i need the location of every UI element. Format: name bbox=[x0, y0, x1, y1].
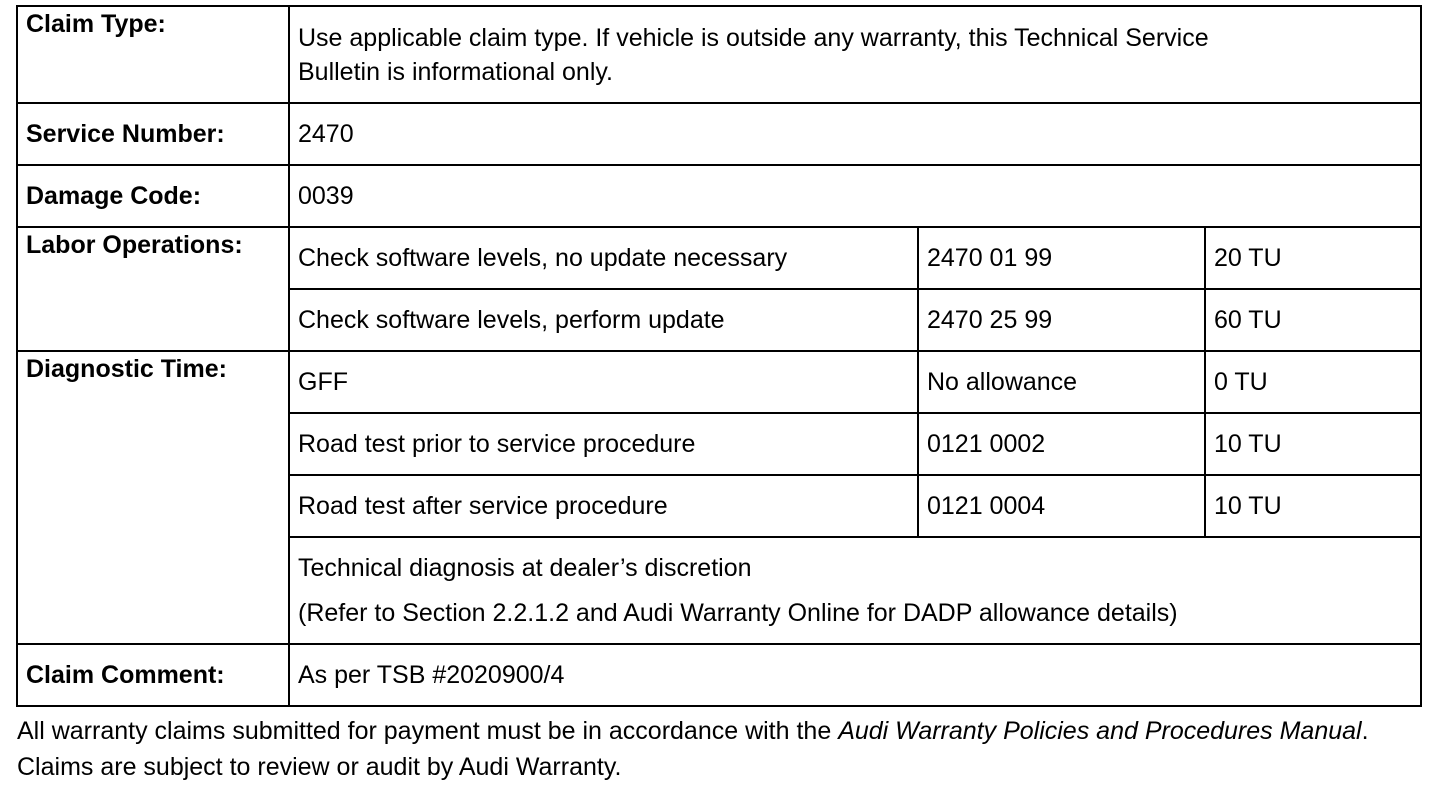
technical-diagnosis-line1: Technical diagnosis at dealer’s discretion bbox=[298, 554, 752, 582]
labor-operation-code: 2470 25 99 bbox=[918, 289, 1205, 351]
diagnostic-time-value: 10 TU bbox=[1205, 413, 1421, 475]
damage-code-value: 0039 bbox=[289, 165, 1421, 227]
claim-type-row bbox=[17, 6, 1421, 103]
service-number-label: Service Number: bbox=[17, 103, 289, 165]
warranty-claim-table bbox=[16, 5, 1422, 707]
labor-operation-description: Check software levels, perform update bbox=[289, 289, 918, 351]
diagnostic-time-value: 0 TU bbox=[1205, 351, 1421, 413]
labor-operation-row bbox=[17, 227, 1421, 289]
warranty-footer-note bbox=[17, 713, 1427, 785]
diagnostic-time-row bbox=[17, 351, 1421, 413]
footer-text-after: . Claims are subject to review or audit by Audi Warranty. bbox=[17, 717, 1369, 781]
claim-type-value-line1: Use applicable claim type. If vehicle is outside any warranty, this Technical Service bbox=[298, 23, 1209, 52]
labor-operation-time: 20 TU bbox=[1205, 227, 1421, 289]
labor-operation-code: 2470 01 99 bbox=[918, 227, 1205, 289]
diagnostic-time-label: Diagnostic Time: bbox=[17, 351, 289, 644]
diagnostic-time-value: 10 TU bbox=[1205, 475, 1421, 537]
diagnostic-description: Road test after service procedure bbox=[289, 475, 918, 537]
technical-diagnosis-line2: (Refer to Section 2.2.1.2 and Audi Warranty Online for DADP allowance details) bbox=[298, 599, 1178, 627]
claim-comment-label: Claim Comment: bbox=[17, 644, 289, 706]
labor-operation-time: 60 TU bbox=[1205, 289, 1421, 351]
labor-operation-description: Check software levels, no update necessary bbox=[289, 227, 918, 289]
damage-code-row bbox=[17, 165, 1421, 227]
claim-type-value bbox=[289, 6, 1421, 103]
claim-type-label: Claim Type: bbox=[17, 6, 289, 103]
diagnostic-code: No allowance bbox=[918, 351, 1205, 413]
diagnostic-code: 0121 0004 bbox=[918, 475, 1205, 537]
service-number-value: 2470 bbox=[289, 103, 1421, 165]
technical-diagnosis-note bbox=[289, 537, 1421, 644]
diagnostic-code: 0121 0002 bbox=[918, 413, 1205, 475]
diagnostic-description: GFF bbox=[289, 351, 918, 413]
claim-comment-value: As per TSB #2020900/4 bbox=[289, 644, 1421, 706]
claim-type-value-line2: Bulletin is informational only. bbox=[298, 57, 613, 86]
claim-comment-row bbox=[17, 644, 1421, 706]
labor-operations-label: Labor Operations: bbox=[17, 227, 289, 351]
diagnostic-description: Road test prior to service procedure bbox=[289, 413, 918, 475]
service-number-row bbox=[17, 103, 1421, 165]
footer-text-before: All warranty claims submitted for payment must be in accordance with the bbox=[17, 717, 839, 745]
damage-code-label: Damage Code: bbox=[17, 165, 289, 227]
footer-manual-title: Audi Warranty Policies and Procedures Manual bbox=[838, 717, 1362, 745]
